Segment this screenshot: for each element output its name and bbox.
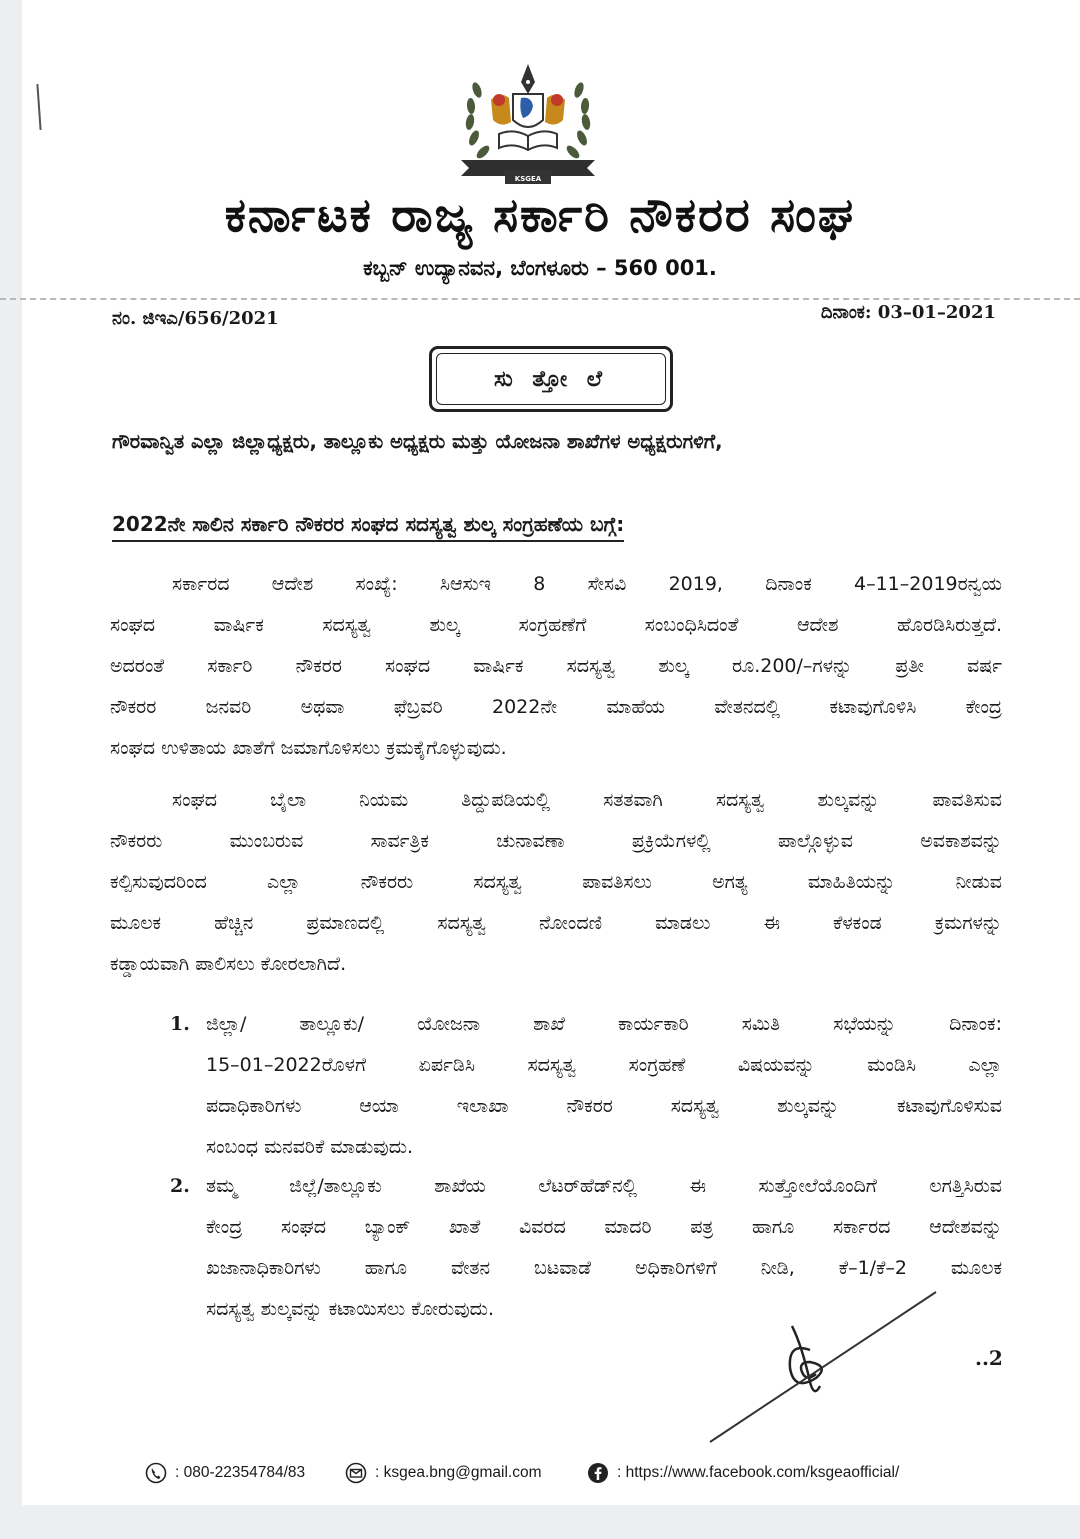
facebook-url: : https://www.facebook.com/ksgeaofficial/ [617, 1464, 900, 1481]
paragraph-line: ನೌಕರರ ಜನವರಿ ಅಥವಾ ಫೆಬ್ರವರಿ 2022ನೇ ಮಾಹೆಯ ವೇತನದಲ್ಲಿ ಕಟಾವುಗೊಳಿಸಿ ಕೇಂದ್ರ [110, 696, 1002, 718]
list-line: ಕೇಂದ್ರ ಸಂಘದ ಬ್ಯಾಂಕ್ ಖಾತೆ ವಿವರದ ಮಾದರಿ ಪತ್ರ ಹಾಗೂ ಸರ್ಕಾರದ ಆದೇಶವನ್ನು [206, 1216, 1002, 1238]
reference-date: ದಿನಾಂಕ: 03–01–2021 [820, 302, 996, 323]
list-line: ಪದಾಧಿಕಾರಿಗಳು ಆಯಾ ಇಲಾಖಾ ನೌಕರರ ಸದಸ್ಯತ್ವ ಶುಲ್ಕವನ್ನು ಕಟಾವುಗೊಳಿಸುವ [206, 1095, 1002, 1117]
phone-icon [145, 1462, 167, 1484]
page-continuation-marker: ..2 [975, 1346, 1003, 1370]
paragraph-line: ಸರ್ಕಾರದ ಆದೇಶ ಸಂಖ್ಯೆ: ಸಿಆಸುಇ 8 ಸೇಸವಿ 2019, ದಿನಾಂಕ 4–11–2019ರನ್ವಯ [172, 573, 1002, 595]
handwritten-signature [700, 1280, 950, 1450]
email-address: : ksgea.bng@gmail.com [375, 1464, 542, 1481]
paragraph-government-order [110, 564, 1002, 769]
list-line: ಖಜಾನಾಧಿಕಾರಿಗಳು ಹಾಗೂ ವೇತನ ಬಟವಾಡೆ ಅಧಿಕಾರಿಗಳಿಗೆ ನೀಡಿ, ಕೆ–1/ಕೆ–2 ಮೂಲಕ [206, 1257, 1002, 1279]
list-line: ತಮ್ಮ ಜಿಲ್ಲೆ/ತಾಲ್ಲೂಕು ಶಾಖೆಯ ಲೆಟರ್‌ಹೆಡ್‌ನಲ್ಲಿ ಈ ಸುತ್ತೋಲೆಯೊಂದಿಗೆ ಲಗತ್ತಿಸಿರುವ [206, 1175, 1002, 1197]
paragraph-line: ಕಲ್ಪಿಸುವುದರಿಂದ ಎಲ್ಲಾ ನೌಕರರು ಸದಸ್ಯತ್ವ ಪಾವತಿಸಲು ಅಗತ್ಯ ಮಾಹಿತಿಯನ್ನು ನೀಡುವ [110, 871, 1002, 893]
email-icon [345, 1462, 367, 1484]
paragraph-line: ಸಂಘದ ವಾರ್ಷಿಕ ಸದಸ್ಯತ್ವ ಶುಲ್ಕ ಸಂಗ್ರಹಣೆಗೆ ಸಂಬಂಧಿಸಿದಂತೆ ಆದೇಶ ಹೊರಡಿಸಿರುತ್ತದೆ. [110, 614, 1002, 636]
paragraph-line: ಅದರಂತೆ ಸರ್ಕಾರಿ ನೌಕರರ ಸಂಘದ ವಾರ್ಷಿಕ ಸದಸ್ಯತ್ವ ಶುಲ್ಕ ರೂ.200/–ಗಳನ್ನು ಪ್ರತೀ ವರ್ಷ [110, 655, 1002, 677]
footer-facebook [587, 1462, 899, 1484]
list-item-text [206, 1004, 1002, 1168]
header-divider [0, 298, 1080, 300]
list-item-number: 2. [170, 1175, 190, 1197]
ksgea-emblem-logo [455, 60, 601, 190]
salutation: ಗೌರವಾನ್ವಿತ ಎಲ್ಲಾ ಜಿಲ್ಲಾಧ್ಯಕ್ಷರು, ತಾಲ್ಲೂಕು ಅಧ್ಯಕ್ಷರು ಮತ್ತು ಯೋಜನಾ ಶಾಖೆಗಳ ಅಧ್ಯಕ್ಷರುಗಳಿಗೆ, [112, 430, 723, 453]
paragraph-line: ಸಂಘದ ಬೈಲಾ ನಿಯಮ ತಿದ್ದುಪಡಿಯಲ್ಲಿ ಸತತವಾಗಿ ಸದಸ್ಯತ್ವ ಶುಲ್ಕವನ್ನು ಪಾವತಿಸುವ [172, 789, 1002, 811]
list-line: ಸಂಬಂಧ ಮನವರಿಕೆ ಮಾಡುವುದು. [206, 1136, 414, 1158]
list-line: 15–01–2022ರೊಳಗೆ ಏರ್ಪಡಿಸಿ ಸದಸ್ಯತ್ವ ಸಂಗ್ರಹಣೆ ವಿಷಯವನ್ನು ಮಂಡಿಸಿ ಎಲ್ಲಾ [206, 1054, 1002, 1076]
scan-artifact-mark [36, 84, 41, 130]
subject-line: 2022ನೇ ಸಾಲಿನ ಸರ್ಕಾರಿ ನೌಕರರ ಸಂಘದ ಸದಸ್ಯತ್ವ ಶುಲ್ಕ ಸಂಗ್ರಹಣೆಯ ಬಗ್ಗೆ: [112, 512, 624, 542]
footer-contact-bar [145, 1462, 965, 1492]
paragraph-line: ಕಡ್ಡಾಯವಾಗಿ ಪಾಲಿಸಲು ಕೋರಲಾಗಿದೆ. [110, 953, 347, 975]
list-line: ಸದಸ್ಯತ್ವ ಶುಲ್ಕವನ್ನು ಕಟಾಯಿಸಲು ಕೋರುವುದು. [206, 1298, 494, 1320]
facebook-icon [587, 1462, 609, 1484]
paragraph-bylaw [110, 780, 1002, 985]
phone-number: : 080-22354784/83 [175, 1464, 306, 1481]
list-item-number: 1. [170, 1013, 190, 1035]
paragraph-line: ಸಂಘದ ಉಳಿತಾಯ ಖಾತೆಗೆ ಜಮಾಗೊಳಿಸಲು ಕ್ರಮಕೈಗೊಳ್ಳುವುದು. [110, 737, 507, 759]
reference-number: ನಂ. ಜಿಇಎ/656/2021 [112, 308, 279, 329]
circular-title-box [429, 346, 673, 412]
organisation-address: ಕಬ್ಬನ್ ಉದ್ಯಾನವನ, ಬೆಂಗಳೂರು – 560 001. [363, 256, 717, 280]
scan-bottom-margin [0, 1505, 1080, 1539]
footer-phone [145, 1462, 305, 1484]
svg-text:KSGEA: KSGEA [514, 175, 542, 183]
organisation-name: ಕರ್ನಾಟಕ ರಾಜ್ಯ ಸರ್ಕಾರಿ ನೌಕರರ ಸಂಘ [224, 188, 856, 243]
footer-email [345, 1462, 542, 1484]
circular-title: ಸು ತ್ತೋ ಲೆ [436, 353, 666, 405]
list-line: ಜಿಲ್ಲಾ/ ತಾಲ್ಲೂಕು/ ಯೋಜನಾ ಶಾಖೆ ಕಾರ್ಯಕಾರಿ ಸಮಿತಿ ಸಭೆಯನ್ನು ದಿನಾಂಕ: [206, 1013, 1002, 1035]
paragraph-line: ನೌಕರರು ಮುಂಬರುವ ಸಾರ್ವತ್ರಿಕ ಚುನಾವಣಾ ಪ್ರಕ್ರಿಯೆಗಳಲ್ಲಿ ಪಾಲ್ಗೊಳ್ಳುವ ಅವಕಾಶವನ್ನು [110, 830, 1002, 852]
paragraph-line: ಮೂಲಕ ಹೆಚ್ಚಿನ ಪ್ರಮಾಣದಲ್ಲಿ ಸದಸ್ಯತ್ವ ನೋಂದಣಿ ಮಾಡಲು ಈ ಕೆಳಕಂಡ ಕ್ರಮಗಳನ್ನು [110, 912, 1002, 934]
